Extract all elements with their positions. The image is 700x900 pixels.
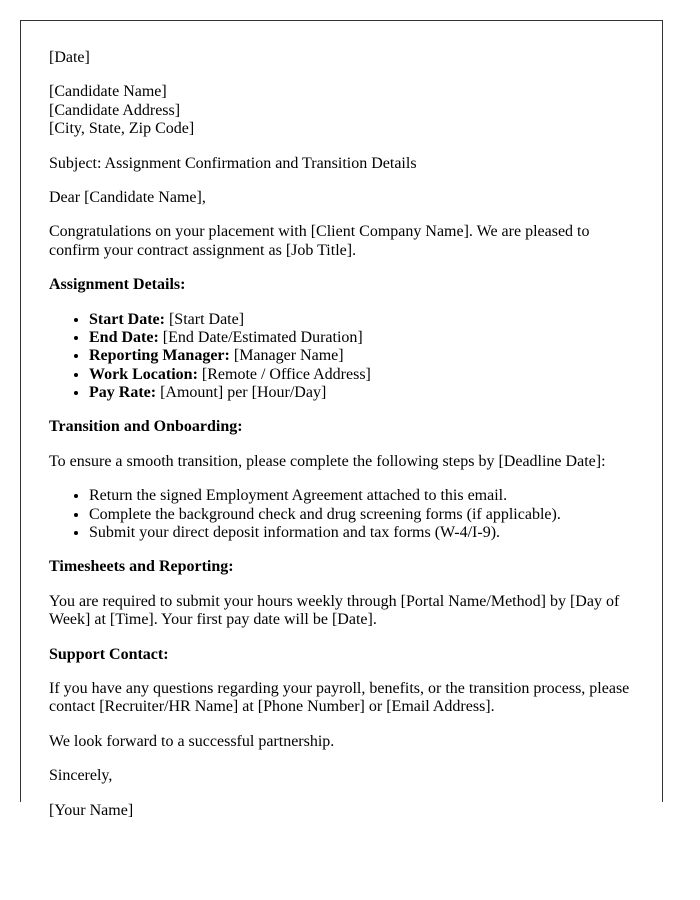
assignment-item-value: [Remote / Office Address] (197, 365, 371, 383)
support-paragraph: If you have any questions regarding your payroll, benefits, or the transition process, please contact [Recruiter/HR Name] at [Phone Number] or [Email Address]. (49, 679, 630, 716)
assignment-item-start-date (89, 311, 634, 329)
assignment-item-label: Start Date: (89, 310, 165, 328)
timesheets-paragraph: You are required to submit your hours weekly through [Portal Name/Method] by [Day of Week] at [Time]. Your first pay date will be [Date]. (49, 592, 620, 629)
recipient-name: [Candidate Name] (49, 83, 167, 101)
intro-paragraph: Congratulations on your placement with [Client Company Name]. We are pleased to confirm your contract assignment as [Job Title]. (49, 223, 590, 259)
signature-name: [Your Name] (49, 801, 134, 819)
assignment-details-list (49, 311, 634, 403)
assignment-item-value: [End Date/Estimated Duration] (158, 328, 363, 346)
transition-steps-list (49, 487, 634, 542)
assignment-item-label: Reporting Manager: (89, 347, 230, 365)
assignment-item-reporting-manager (89, 347, 634, 365)
assignment-item-pay-rate (89, 384, 634, 402)
assignment-item-end-date (89, 329, 634, 347)
support-heading (49, 646, 634, 664)
subject-line: Subject: Assignment Confirmation and Transition Details (49, 154, 417, 172)
transition-step: • Complete the background check and drug screening forms (if applicable). (89, 506, 634, 524)
assignment-item-label: Pay Rate: (89, 384, 157, 402)
timesheets-heading-text: Timesheets and Reporting: (49, 558, 234, 576)
recipient-block (49, 83, 634, 138)
assignment-item-label: Work Location: (89, 365, 198, 383)
assignment-item-value: [Amount] per [Hour/Day] (156, 384, 327, 402)
closing-line: We look forward to a successful partnership. (49, 732, 335, 750)
assignment-item-value: [Start Date] (164, 310, 245, 328)
assignment-details-heading-text: Assignment Details: (49, 276, 186, 294)
signoff: Sincerely, (49, 767, 113, 785)
salutation: Dear [Candidate Name], (49, 188, 206, 206)
transition-heading-text: Transition and Onboarding: (49, 418, 243, 436)
date-line: [Date] (49, 49, 90, 66)
transition-step: • Submit your direct deposit information and tax forms (W-4/I-9). (89, 524, 634, 542)
recipient-city-state-zip: [City, State, Zip Code] (49, 120, 195, 138)
recipient-address: [Candidate Address] (49, 101, 181, 119)
timesheets-heading (49, 558, 634, 576)
transition-step: • Return the signed Employment Agreement attached to this email. (89, 487, 634, 505)
assignment-details-heading (49, 276, 634, 294)
assignment-item-work-location (89, 366, 634, 384)
transition-intro: To ensure a smooth transition, please complete the following steps by [Deadline Date]: (49, 452, 606, 470)
transition-heading (49, 418, 634, 436)
support-heading-text: Support Contact: (49, 645, 169, 663)
letter-container (20, 20, 663, 819)
assignment-item-value: [Manager Name] (229, 347, 344, 365)
assignment-item-label: End Date: (89, 328, 159, 346)
